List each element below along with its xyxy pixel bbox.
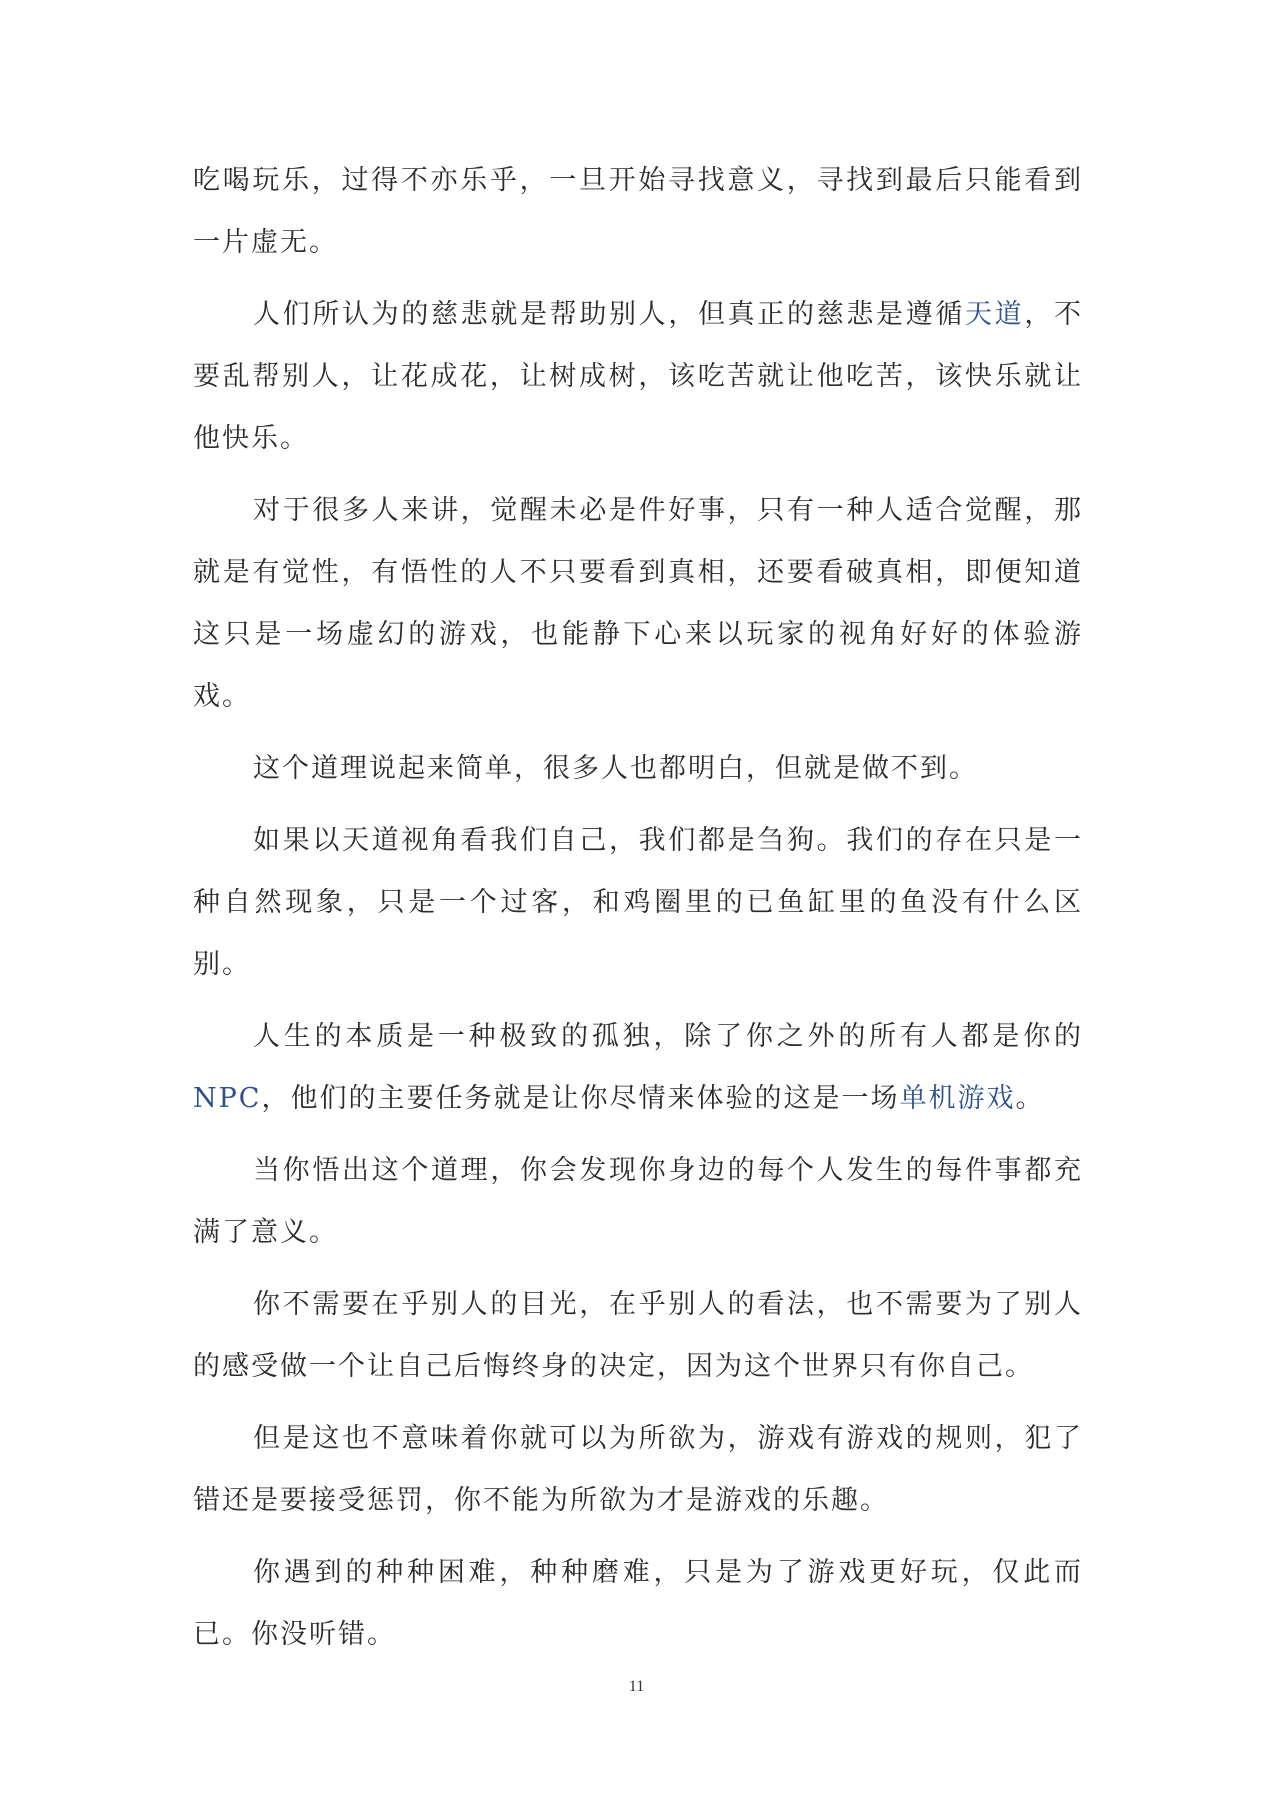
inline-link[interactable]: NPC <box>193 1083 262 1114</box>
inline-link[interactable]: 天道 <box>965 299 1025 330</box>
paragraph-text: 你不需要在乎别人的目光，在乎别人的看法，也不需要为了别人的感受做一个让自己后悔终身的决定，因为这个世界只有你自己。 <box>193 1289 1083 1382</box>
paragraph <box>193 1542 1083 1666</box>
paragraph <box>193 1140 1083 1264</box>
paragraph <box>193 150 1083 274</box>
paragraph <box>193 1006 1083 1130</box>
inline-link[interactable]: 单机游戏 <box>899 1083 1016 1114</box>
paragraph <box>193 1408 1083 1532</box>
paragraph-text: 但是这也不意味着你就可以为所欲为，游戏有游戏的规则，犯了错还是要接受惩罚，你不能为所欲为才是游戏的乐趣。 <box>193 1423 1083 1516</box>
paragraph <box>193 1274 1083 1398</box>
paragraph-text: 吃喝玩乐，过得不亦乐乎，一旦开始寻找意义，寻找到最后只能看到一片虚无。 <box>193 165 1083 258</box>
body-text <box>193 150 1083 1676</box>
paragraph-text: 人们所认为的慈悲就是帮助别人，但真正的慈悲是遵循 <box>253 299 965 330</box>
paragraph-text: 人生的本质是一种极致的孤独，除了你之外的所有人都是你的 <box>253 1021 1083 1052</box>
paragraph-text: 对于很多人来讲，觉醒未必是件好事，只有一种人适合觉醒，那就是有觉性，有悟性的人不只要看到真相，还要看破真相，即便知道这只是一场虚幻的游戏，也能静下心来以玩家的视角好好的体验游戏。 <box>193 495 1083 712</box>
paragraph-text: 你遇到的种种困难，种种磨难，只是为了游戏更好玩，仅此而已。你没听错。 <box>193 1557 1083 1650</box>
paragraph-text: ，不要乱帮别人，让花成花，让树成树，该吃苦就让他吃苦，该快乐就让他快乐。 <box>193 299 1084 454</box>
paragraph <box>193 284 1083 470</box>
paragraph-text: ，他们的主要任务就是让你尽情来体验的这是一场 <box>261 1083 900 1114</box>
paragraph <box>193 738 1083 800</box>
paragraph-text: 。 <box>1015 1083 1045 1114</box>
paragraph-text: 如果以天道视角看我们自己，我们都是刍狗。我们的存在只是一种自然现象，只是一个过客，和鸡圈里的已鱼缸里的鱼没有什么区别。 <box>193 825 1083 980</box>
paragraph-text: 这个道理说起来简单，很多人也都明白，但就是做不到。 <box>253 753 978 784</box>
paragraph <box>193 480 1083 728</box>
paragraph <box>193 810 1083 996</box>
page-number: 11 <box>628 1678 645 1695</box>
paragraph-text: 当你悟出这个道理，你会发现你身边的每个人发生的每件事都充满了意义。 <box>193 1155 1083 1248</box>
